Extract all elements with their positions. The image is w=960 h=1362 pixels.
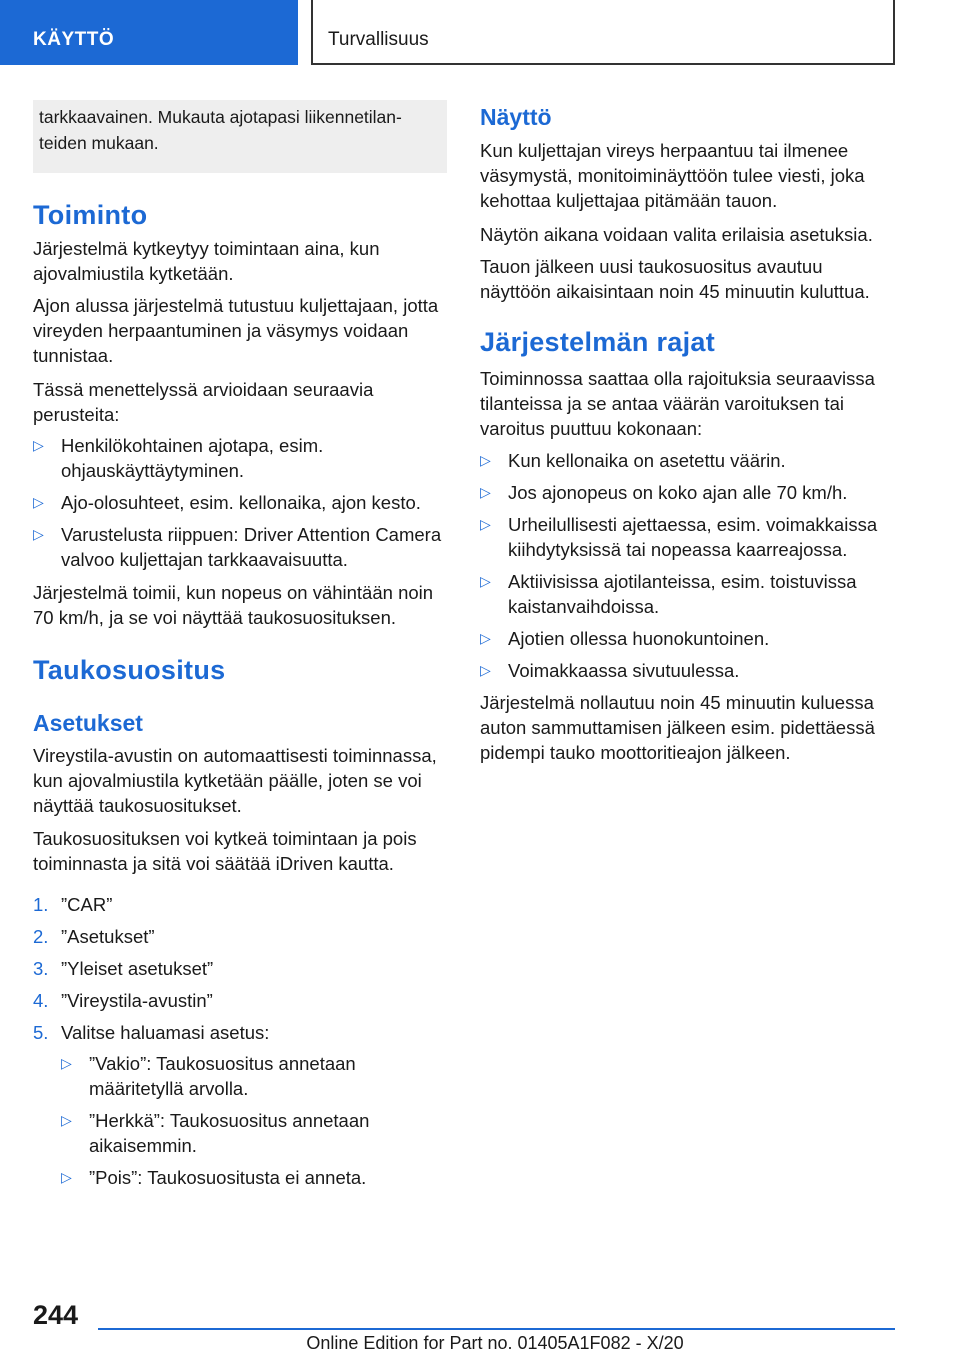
paragraph: Vireystila-avustin on automaattisesti toiminnassa, kun ajovalmiustila kytketään päälle, joten se voi näyttää taukosuositukset. bbox=[33, 745, 437, 816]
sub-list-item bbox=[61, 1165, 447, 1190]
step-number: 4. bbox=[33, 990, 49, 1011]
sub-list-item bbox=[61, 1051, 447, 1101]
list-item-text: Urheilullisesti ajettaessa, esim. voimakkaissa kiihdytyksissä tai nopeassa kaarreajossa. bbox=[508, 514, 878, 560]
list-item-text: Aktiivisissa ajotilanteissa, esim. toistuvissa kaistanvaihdoissa. bbox=[508, 571, 857, 617]
triangle-bullet-icon: ▷ bbox=[480, 516, 491, 532]
paragraph: Järjestelmä kytkeytyy toimintaan aina, kun ajovalmiustila kytketään. bbox=[33, 238, 380, 284]
step-text: ”Asetukset” bbox=[61, 926, 155, 947]
list-item bbox=[480, 658, 894, 683]
paragraph: Taukosuosituksen voi kytkeä toimintaan ja pois toiminnasta ja sitä voi säätää iDriven kautta. bbox=[33, 828, 417, 874]
note-box: tarkkaavainen. Mukauta ajotapasi liikennetilan-teiden mukaan. bbox=[33, 100, 447, 173]
list-item-text: ”Vakio”: Taukosuositus annetaan määritetyllä arvolla. bbox=[89, 1053, 356, 1099]
numbered-step bbox=[33, 988, 447, 1013]
list-item bbox=[480, 448, 894, 473]
step-number: 2. bbox=[33, 926, 49, 947]
numbered-step bbox=[33, 892, 447, 917]
step-text: ”Vireystila-avustin” bbox=[61, 990, 213, 1011]
step-text: ”CAR” bbox=[61, 894, 113, 915]
edition-footer: Online Edition for Part no. 01405A1F082 - X/20 bbox=[306, 1333, 684, 1353]
triangle-bullet-icon: ▷ bbox=[33, 494, 44, 510]
triangle-bullet-icon: ▷ bbox=[480, 573, 491, 589]
list-item-text: Varustelusta riippuen: Driver Attention Camera valvoo kuljettajan tarkkaavaisuutta. bbox=[61, 524, 442, 570]
heading-taukosuositus: Taukosuositus bbox=[33, 655, 226, 685]
paragraph: Toiminnossa saattaa olla rajoituksia seuraavissa tilanteissa ja se antaa väärän varoituksen tai varoitus puuttuu kokonaan: bbox=[480, 368, 875, 439]
page-number: 244 bbox=[33, 1300, 79, 1330]
triangle-bullet-icon: ▷ bbox=[61, 1055, 72, 1071]
list-item bbox=[33, 522, 447, 572]
sub-list-item bbox=[61, 1108, 447, 1158]
list-item-text: Ajo-olosuhteet, esim. kellonaika, ajon kesto. bbox=[61, 492, 421, 513]
triangle-bullet-icon: ▷ bbox=[61, 1169, 72, 1185]
paragraph: Näytön aikana voidaan valita erilaisia asetuksia. bbox=[480, 224, 873, 245]
step-number: 3. bbox=[33, 958, 49, 979]
triangle-bullet-icon: ▷ bbox=[480, 630, 491, 646]
heading-toiminto: Toiminto bbox=[33, 200, 148, 230]
list-item-text: Henkilökohtainen ajotapa, esim. ohjauskäyttäytyminen. bbox=[61, 435, 324, 481]
list-item-text: Ajotien ollessa huonokuntoinen. bbox=[508, 628, 770, 649]
triangle-bullet-icon: ▷ bbox=[33, 437, 44, 453]
paragraph: Tauon jälkeen uusi taukosuositus avautuu näyttöön aikaisintaan noin 45 minuutin kuluttua. bbox=[480, 256, 870, 302]
list-item-text: Jos ajonopeus on koko ajan alle 70 km/h. bbox=[508, 482, 848, 503]
step-text: ”Yleiset asetukset” bbox=[61, 958, 214, 979]
paragraph: Järjestelmä toimii, kun nopeus on vähintään noin 70 km/h, ja se voi näyttää taukosuosituksen. bbox=[33, 582, 434, 628]
paragraph: Järjestelmä nollautuu noin 45 minuutin kuluessa auton sammuttamisen jälkeen esim. pidettäessä pidempi tauko moottoritieajon jälkeen. bbox=[480, 692, 875, 763]
chapter-title: Turvallisuus bbox=[311, 0, 895, 65]
list-item-text: ”Herkkä”: Taukosuositus annetaan aikaisemmin. bbox=[89, 1110, 370, 1156]
footer-divider bbox=[98, 1328, 895, 1330]
triangle-bullet-icon: ▷ bbox=[480, 662, 491, 678]
section-tab: KÄYTTÖ bbox=[0, 0, 298, 65]
list-item bbox=[480, 480, 894, 505]
paragraph: Kun kuljettajan vireys herpaantuu tai ilmenee väsymystä, monitoiminäyttöön tulee viesti, joka kehottaa kuljettajaa pitämään tauon. bbox=[480, 140, 865, 211]
list-item-text: Voimakkaassa sivutuulessa. bbox=[508, 660, 740, 681]
triangle-bullet-icon: ▷ bbox=[480, 452, 491, 468]
list-item bbox=[480, 626, 894, 651]
step-number: 5. bbox=[33, 1022, 49, 1043]
list-item bbox=[33, 433, 447, 483]
list-item-text: ”Pois”: Taukosuositusta ei anneta. bbox=[89, 1167, 367, 1188]
triangle-bullet-icon: ▷ bbox=[33, 526, 44, 542]
step-number: 1. bbox=[33, 894, 49, 915]
triangle-bullet-icon: ▷ bbox=[61, 1112, 72, 1128]
paragraph: Tässä menettelyssä arvioidaan seuraavia perusteita: bbox=[33, 379, 374, 425]
heading-jarjestelman-rajat: Järjestelmän rajat bbox=[480, 327, 716, 357]
step-text: Valitse haluamasi asetus: bbox=[61, 1022, 270, 1043]
list-item bbox=[480, 569, 894, 619]
numbered-step bbox=[33, 924, 447, 949]
list-item-text: Kun kellonaika on asetettu väärin. bbox=[508, 450, 786, 471]
triangle-bullet-icon: ▷ bbox=[480, 484, 491, 500]
list-item bbox=[480, 512, 894, 562]
numbered-step bbox=[33, 956, 447, 981]
paragraph: Ajon alussa järjestelmä tutustuu kuljettajaan, jotta vireyden herpaantuminen ja väsymys voidaan tunnistaa. bbox=[33, 295, 439, 366]
list-item bbox=[33, 490, 447, 515]
heading-asetukset: Asetukset bbox=[33, 710, 143, 736]
heading-naytto: Näyttö bbox=[480, 104, 552, 130]
numbered-step bbox=[33, 1020, 447, 1045]
